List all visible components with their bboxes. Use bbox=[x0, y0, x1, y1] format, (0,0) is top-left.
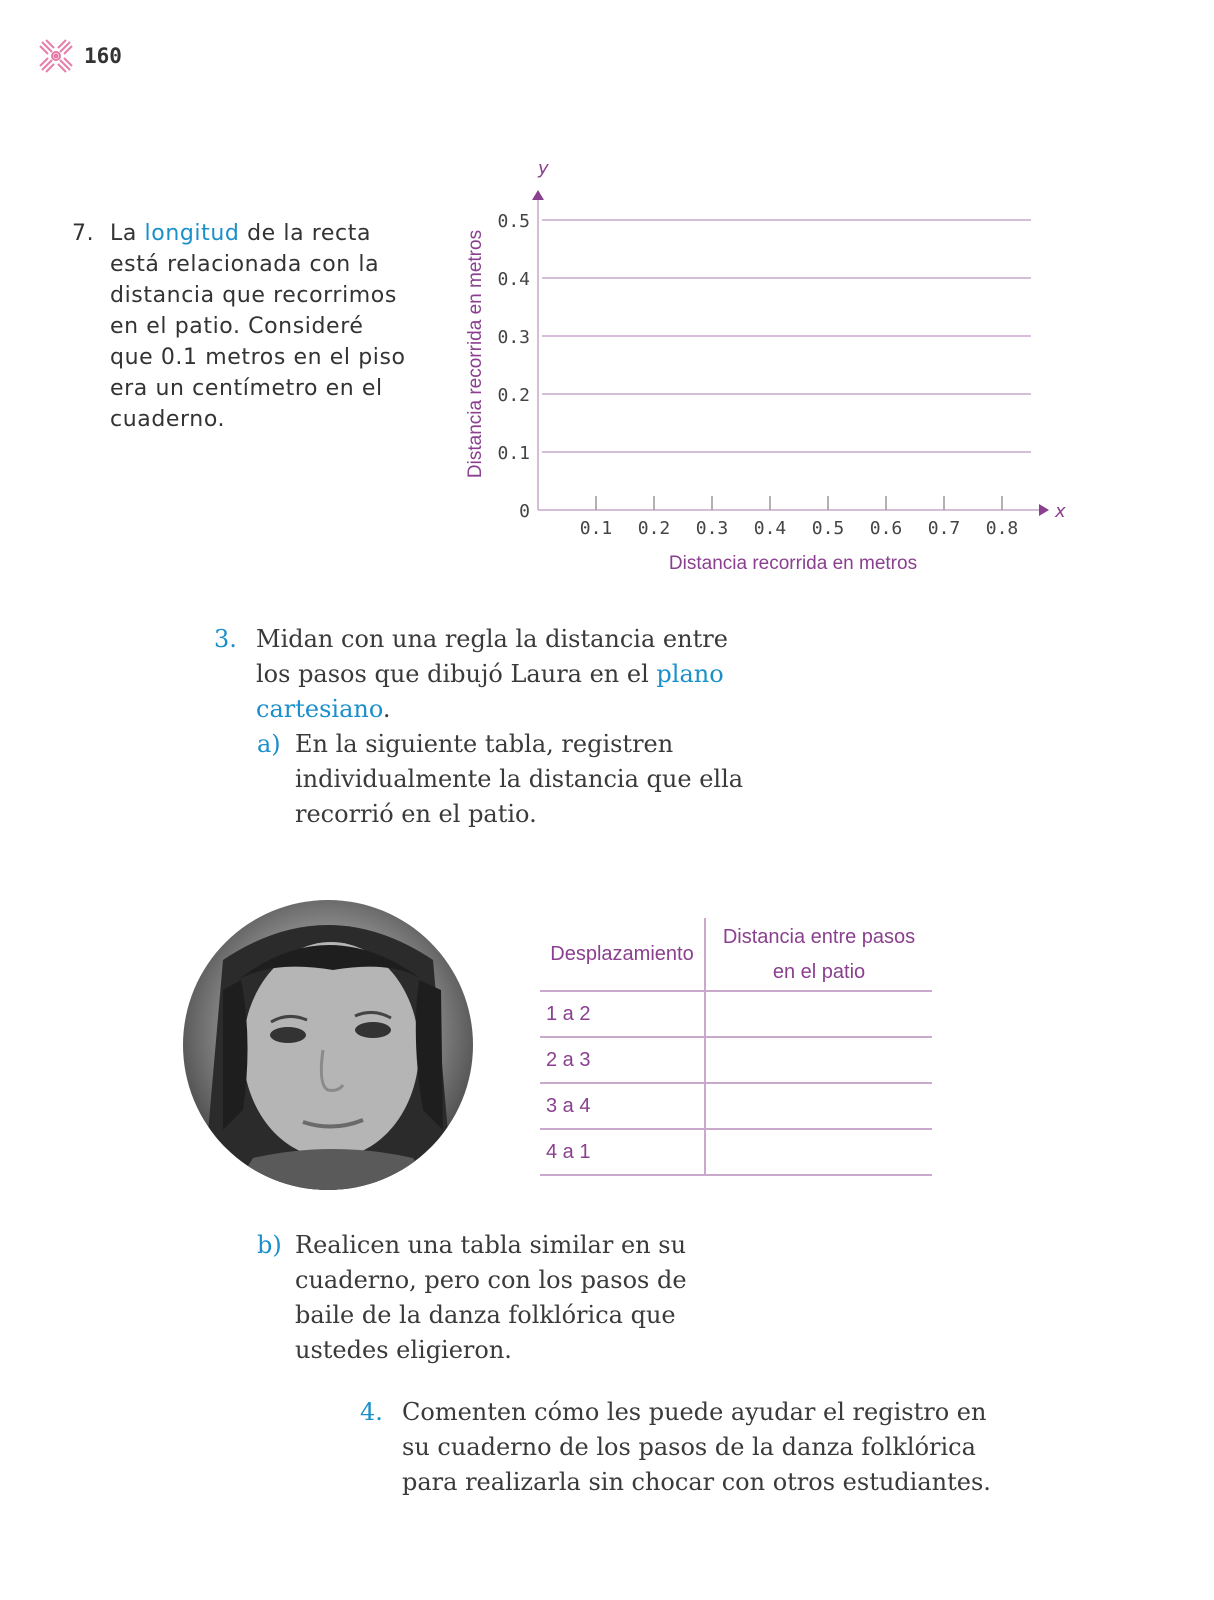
x-axis-arrow bbox=[1039, 504, 1049, 516]
page-header bbox=[38, 38, 178, 74]
note-line: cuaderno. bbox=[110, 407, 226, 432]
q3-line-1: Midan con una regla la distancia entre bbox=[256, 625, 728, 653]
y-axis-symbol: y bbox=[538, 158, 549, 179]
x-axis-title: Distancia recorrida en metros bbox=[668, 553, 918, 574]
y-axis-title: Distancia recorrida en metros bbox=[465, 229, 486, 479]
x-tick-label: 0.2 bbox=[637, 518, 671, 539]
x-tick-label: 0.1 bbox=[579, 518, 613, 539]
q3b-label: b) bbox=[257, 1231, 282, 1259]
x-tick-label: 0.5 bbox=[811, 518, 845, 539]
note-term-longitud: longitud bbox=[144, 221, 240, 246]
table-cell-distancia[interactable] bbox=[706, 1084, 932, 1128]
table-row bbox=[540, 1084, 932, 1130]
y-tick-label: 0.2 bbox=[497, 385, 530, 406]
q4-line: para realizarla sin chocar con otros estudiantes. bbox=[402, 1468, 991, 1496]
table-header-desplazamiento: Desplazamiento bbox=[540, 918, 706, 990]
note-line: está relacionada con la bbox=[110, 252, 380, 277]
q3-line-2: los pasos que dibujó Laura en el plano bbox=[256, 660, 724, 688]
x-axis-symbol: x bbox=[1055, 501, 1066, 522]
q3-term-plano: plano bbox=[656, 660, 724, 688]
table-row bbox=[540, 1130, 932, 1176]
q3-line-3: cartesiano. bbox=[256, 695, 391, 723]
x-tick-label: 0.6 bbox=[869, 518, 903, 539]
page-number: 160 bbox=[84, 44, 122, 68]
question-3 bbox=[214, 622, 774, 832]
q3b-line: ustedes eligieron. bbox=[295, 1336, 512, 1364]
table-row bbox=[540, 1038, 932, 1084]
q3b-line: Realicen una tabla similar en su bbox=[295, 1231, 687, 1259]
note-line: era un centímetro en el bbox=[110, 376, 383, 401]
y-axis-arrow bbox=[532, 190, 544, 200]
q3a-line: recorrió en el patio. bbox=[295, 800, 537, 828]
note-line: en el patio. Consideré bbox=[110, 314, 364, 339]
q3a-line: En la siguiente tabla, registren bbox=[295, 730, 674, 758]
q4-number: 4. bbox=[360, 1398, 383, 1426]
distance-table bbox=[540, 918, 932, 1176]
x-tick-label: 0.8 bbox=[985, 518, 1019, 539]
note-line1-post: de la recta bbox=[239, 221, 372, 246]
y-tick-label: 0.4 bbox=[497, 269, 530, 290]
y-tick-label: 0 bbox=[519, 501, 530, 522]
q3b-line: baile de la danza folklórica que bbox=[295, 1301, 676, 1329]
y-tick-label: 0.3 bbox=[497, 327, 530, 348]
table-cell-desplazamiento: 1 a 2 bbox=[540, 992, 706, 1036]
x-tick-label: 0.7 bbox=[927, 518, 961, 539]
table-cell-desplazamiento: 4 a 1 bbox=[540, 1130, 706, 1174]
q3b-line: cuaderno, pero con los pasos de bbox=[295, 1266, 687, 1294]
note-line-1 bbox=[72, 218, 432, 249]
q4-line: su cuaderno de los pasos de la danza folklórica bbox=[402, 1433, 976, 1461]
q4-line: Comenten cómo les puede ayudar el registro en bbox=[402, 1398, 987, 1426]
note-block bbox=[72, 218, 432, 435]
table-cell-distancia[interactable] bbox=[706, 1038, 932, 1082]
x-tick-label: 0.3 bbox=[695, 518, 729, 539]
note-line: distancia que recorrimos bbox=[110, 283, 397, 308]
note-line: que 0.1 metros en el piso bbox=[110, 345, 406, 370]
question-3b bbox=[257, 1228, 737, 1368]
table-cell-desplazamiento: 2 a 3 bbox=[540, 1038, 706, 1082]
portrait-photo bbox=[183, 900, 473, 1190]
table-cell-distancia[interactable] bbox=[706, 992, 932, 1036]
y-tick-label: 0.5 bbox=[497, 211, 530, 232]
table-cell-desplazamiento: 3 a 4 bbox=[540, 1084, 706, 1128]
note-number: 7. bbox=[72, 221, 95, 246]
x-tick-label: 0.4 bbox=[753, 518, 787, 539]
y-tick-label: 0.1 bbox=[497, 443, 530, 464]
q3-number: 3. bbox=[214, 625, 237, 653]
folk-pattern-icon bbox=[38, 38, 74, 74]
note-line1-pre: La bbox=[110, 221, 145, 246]
table-cell-distancia[interactable] bbox=[706, 1130, 932, 1174]
question-4 bbox=[360, 1395, 1060, 1500]
q3a-line: individualmente la distancia que ella bbox=[295, 765, 744, 793]
q3-term-cartesiano: cartesiano bbox=[256, 695, 383, 723]
table-header-distancia: Distancia entre pasos en el patio bbox=[722, 926, 916, 983]
cartesian-plane-chart bbox=[450, 150, 1090, 580]
table-row bbox=[540, 992, 932, 1038]
q3a-label: a) bbox=[257, 730, 281, 758]
